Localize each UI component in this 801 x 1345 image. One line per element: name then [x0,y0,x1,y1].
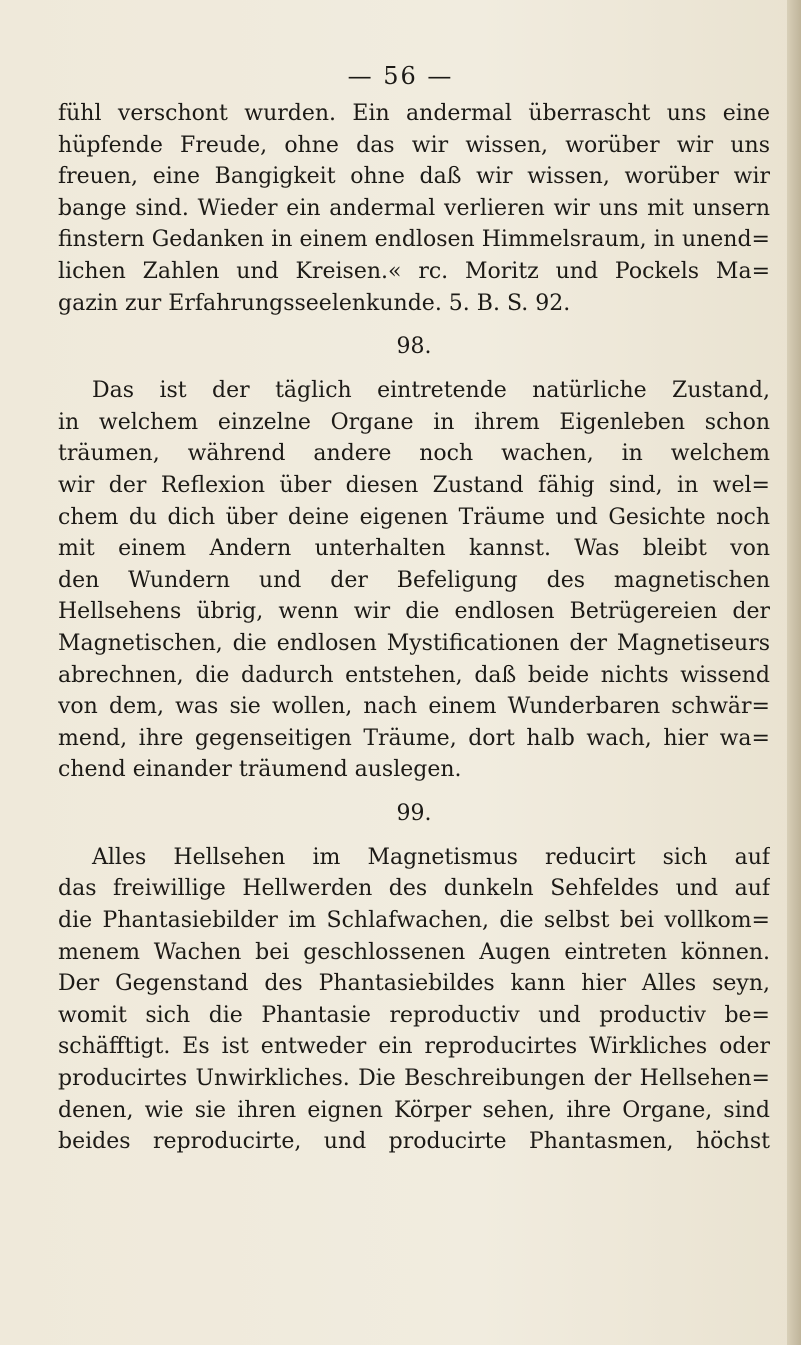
text-line: den Wundern und der Befeligung des magnetischen [58,567,770,593]
text-line: schäfftigt. Es ist entweder ein reproducirtes Wirkliches oder [58,1034,770,1060]
text-line: lichen Zahlen und Kreisen.« rc. Moritz und Pockels Ma= [58,258,770,284]
text-line: freuen, eine Bangigkeit ohne daß wir wissen, worüber wir [58,164,770,190]
text-line: Alles Hellsehen im Magnetismus reducirt sich auf [92,844,770,870]
text-line: womit sich die Phantasie reproductiv und productiv be= [58,1002,770,1028]
text-line: chend einander träumend auslegen. [58,757,462,783]
paragraph-continuation [58,98,770,319]
text-line: Das ist der täglich eintretende natürliche Zustand, [92,378,770,404]
section-98-paragraph [58,375,770,786]
text-line: finstern Gedanken in einem endlosen Himmelsraum, in unend= [58,227,770,253]
text-line: träumen, während andere noch wachen, in welchem [58,441,770,467]
text-line: fühl verschont wurden. Ein andermal überrascht uns eine [58,101,770,126]
text-line: mend, ihre gegenseitigen Träume, dort halb wach, hier wa= [58,725,770,751]
text-line: wir der Reflexion über diesen Zustand fähig sind, in wel= [58,472,770,498]
text-line: von dem, was sie wollen, nach einem Wunderbaren schwär= [58,694,770,720]
text-line: die Phantasiebilder im Schlafwachen, die selbst bei vollkom= [58,908,770,934]
binding-edge [787,0,801,1345]
section-99-paragraph [58,842,770,1158]
text-line: hüpfende Freude, ohne das wir wissen, worüber wir uns [58,132,770,158]
text-line: mit einem Andern unterhalten kannst. Was bleibt von [58,536,770,562]
text-line: in welchem einzelne Organe in ihrem Eigenleben schon [58,409,770,435]
text-line: beides reproducirte, und producirte Phantasmen, höchst [58,1129,770,1155]
text-line: bange sind. Wieder ein andermal verlieren wir uns mit unsern [58,195,770,221]
text-line: gazin zur Erfahrungsseelenkunde. 5. B. S. 92. [58,290,571,316]
text-line: Hellsehens übrig, wenn wir die endlosen Betrügereien der [58,599,770,625]
text-line: das freiwillige Hellwerden des dunkeln Sehfeldes und auf [58,876,770,902]
text-line: Der Gegenstand des Phantasiebildes kann hier Alles seyn, [58,971,770,997]
page-number: — 56 — [347,62,454,90]
text-line: producirtes Unwirkliches. Die Beschreibungen der Hellsehen= [58,1066,770,1092]
text-line: chem du dich über deine eigenen Träume und Gesichte noch [58,504,770,530]
text-line: denen, wie sie ihren eignen Körper sehen, ihre Organe, sind [58,1097,770,1123]
text-block [58,98,770,1158]
section-number-98: 98. [396,334,432,360]
text-line: menem Wachen bei geschlossenen Augen eintreten können. [58,939,770,965]
text-line: Magnetischen, die endlosen Mystificationen der Magnetiseurs [58,630,770,656]
text-line: abrechnen, die dadurch entstehen, daß beide nichts wissend [58,662,770,688]
section-number-99: 99. [396,800,432,826]
